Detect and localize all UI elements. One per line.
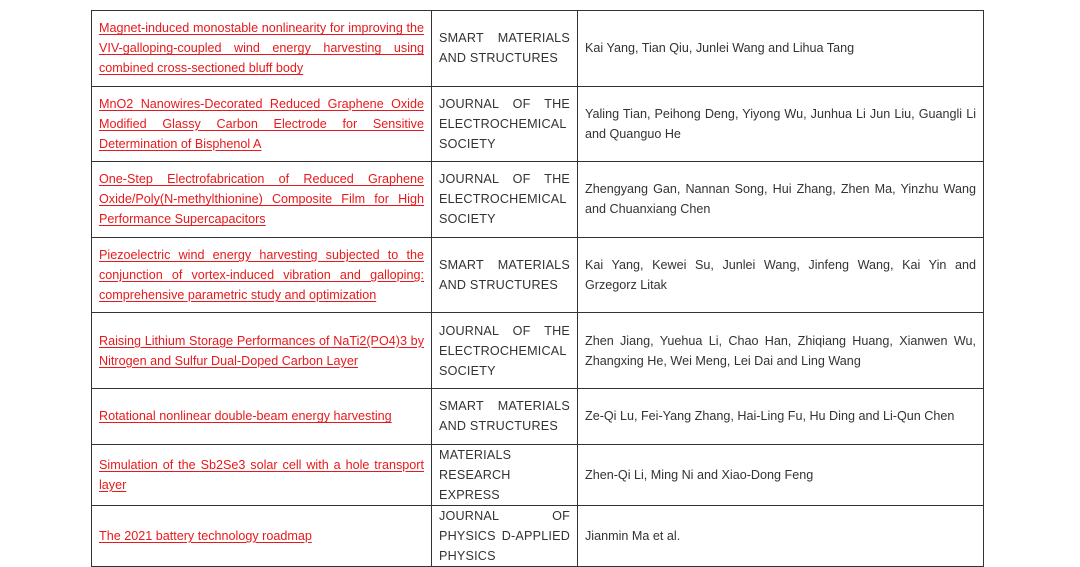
journal-cell: JOURNAL OF PHYSICS D-APPLIED PHYSICS <box>432 505 578 566</box>
table-row <box>92 237 984 313</box>
paper-title-link[interactable]: Piezoelectric wind energy harvesting subjected to the conjunction of vortex-induced vibration and galloping: comprehensive parametric study and optimization <box>99 248 424 303</box>
table-row <box>92 505 984 566</box>
title-cell <box>92 505 432 566</box>
title-cell <box>92 162 432 238</box>
table-row <box>92 86 984 162</box>
authors-cell: Yaling Tian, Peihong Deng, Yiyong Wu, Junhua Li Jun Liu, Guangli Li and Quanguo He <box>578 86 984 162</box>
paper-title-link[interactable]: Magnet-induced monostable nonlinearity for improving the VIV-galloping-coupled wind energy harvesting using combined cross-sectioned bluff body <box>99 21 424 76</box>
authors-cell: Ze-Qi Lu, Fei-Yang Zhang, Hai-Ling Fu, Hu Ding and Li-Qun Chen <box>578 388 984 444</box>
authors-cell: Kai Yang, Tian Qiu, Junlei Wang and Lihua Tang <box>578 11 984 87</box>
table-row <box>92 11 984 87</box>
journal-cell: SMART MATERIALS AND STRUCTURES <box>432 388 578 444</box>
paper-title-link[interactable]: Simulation of the Sb2Se3 solar cell with a hole transport layer <box>99 457 424 492</box>
title-cell <box>92 444 432 505</box>
authors-cell: Jianmin Ma et al. <box>578 505 984 566</box>
title-cell <box>92 11 432 87</box>
journal-cell: JOURNAL OF THE ELECTROCHEMICAL SOCIETY <box>432 86 578 162</box>
publications-table <box>91 10 984 567</box>
authors-cell: Zhengyang Gan, Nannan Song, Hui Zhang, Zhen Ma, Yinzhu Wang and Chuanxiang Chen <box>578 162 984 238</box>
paper-title-link[interactable]: Raising Lithium Storage Performances of NaTi2(PO4)3 by Nitrogen and Sulfur Dual-Doped Carbon Layer <box>99 333 424 368</box>
paper-title-link[interactable]: Rotational nonlinear double-beam energy harvesting <box>99 409 392 424</box>
journal-cell: JOURNAL OF THE ELECTROCHEMICAL SOCIETY <box>432 313 578 389</box>
title-cell <box>92 237 432 313</box>
journal-cell: SMART MATERIALS AND STRUCTURES <box>432 11 578 87</box>
title-cell <box>92 86 432 162</box>
journal-cell: JOURNAL OF THE ELECTROCHEMICAL SOCIETY <box>432 162 578 238</box>
table-row <box>92 162 984 238</box>
table-row <box>92 444 984 505</box>
authors-cell: Kai Yang, Kewei Su, Junlei Wang, Jinfeng Wang, Kai Yin and Grzegorz Litak <box>578 237 984 313</box>
table-row <box>92 388 984 444</box>
table-row <box>92 313 984 389</box>
journal-cell: SMART MATERIALS AND STRUCTURES <box>432 237 578 313</box>
paper-title-link[interactable]: One-Step Electrofabrication of Reduced Graphene Oxide/Poly(N-methylthionine) Composite Film for High Performance Supercapacitors <box>99 172 424 227</box>
title-cell <box>92 313 432 389</box>
paper-title-link[interactable]: MnO2 Nanowires-Decorated Reduced Graphene Oxide Modified Glassy Carbon Electrode for Sensitive Determination of Bisphenol A <box>99 96 424 151</box>
authors-cell: Zhen Jiang, Yuehua Li, Chao Han, Zhiqiang Huang, Xianwen Wu, Zhangxing He, Wei Meng, Lei Dai and Ling Wang <box>578 313 984 389</box>
authors-cell: Zhen-Qi Li, Ming Ni and Xiao-Dong Feng <box>578 444 984 505</box>
paper-title-link[interactable]: The 2021 battery technology roadmap <box>99 528 312 543</box>
title-cell <box>92 388 432 444</box>
journal-cell: MATERIALS RESEARCH EXPRESS <box>432 444 578 505</box>
